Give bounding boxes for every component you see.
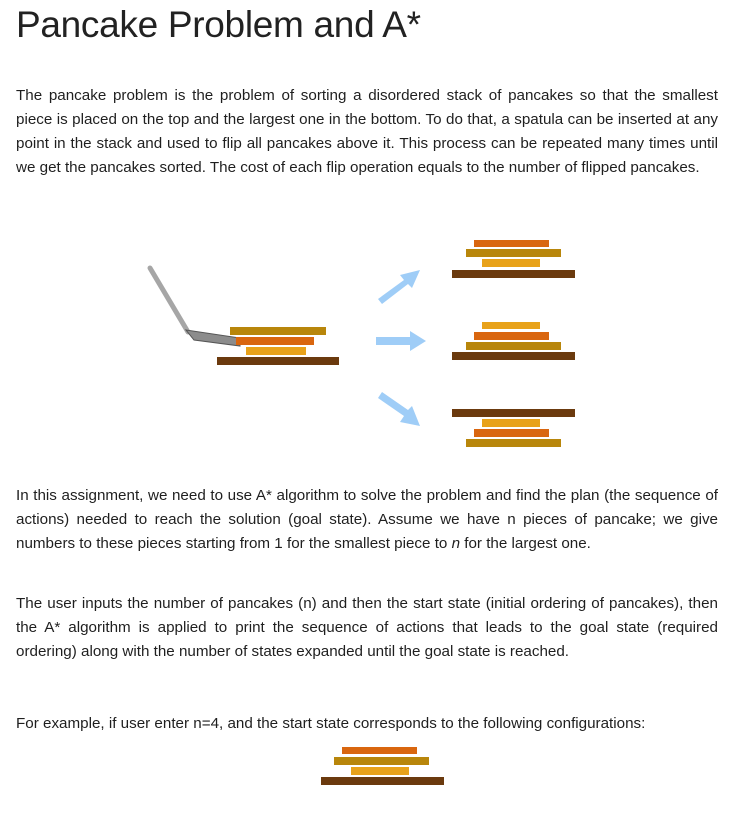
pancake-3	[466, 342, 561, 350]
result-stack-3	[452, 409, 575, 447]
pancake-3	[230, 327, 326, 335]
pancake-3	[466, 249, 561, 257]
assignment-text-part2: for the largest one.	[460, 535, 591, 552]
assignment-text	[16, 484, 718, 556]
spatula-handle	[150, 268, 188, 332]
pancake-1	[351, 767, 409, 775]
arrow-up-icon	[378, 270, 420, 304]
pancake-4	[452, 409, 575, 417]
pancake-2	[474, 240, 549, 247]
intro-text: The pancake problem is the problem of sorting a disordered stack of pancakes so that the smallest piece is placed on the top and the largest one in the bottom. To do that, a spatula can be inserted at any point in the stack and used to flip all pancakes above it. This process can be repeated many times until we get the pancakes sorted. The cost of each flip operation equals to the number of flipped pancakes.	[16, 87, 718, 176]
result-stack-1	[452, 240, 575, 278]
pancake-1	[246, 347, 306, 355]
pancake-2	[474, 332, 549, 340]
flip-illustration	[0, 220, 754, 460]
assignment-text-part1: In this assignment, we need to use A* algorithm to solve the problem and find the plan (the sequence of actions) needed to reach the solution (goal state). Assume we have n pieces of pancake; we give numbers to these pieces starting from 1 for the smallest piece to	[16, 487, 718, 552]
pancake-4	[452, 352, 575, 360]
pancake-4	[321, 777, 444, 785]
input-text: The user inputs the number of pancakes (n) and then the start state (initial ordering of pancakes), then the A* algorithm is applied to print the sequence of actions that leads to the goal state (required ordering) along with the number of states expanded until the goal state is reached.	[16, 595, 718, 660]
pancake-4	[452, 270, 575, 278]
assignment-paragraph	[16, 484, 718, 556]
pancake-4	[217, 357, 339, 365]
pancake-1	[482, 419, 540, 427]
pancake-2	[474, 429, 549, 437]
pancake-2	[236, 337, 314, 345]
input-paragraph	[16, 592, 718, 664]
pancake-1	[482, 322, 540, 329]
page-title: Pancake Problem and A*	[16, 4, 421, 45]
pancake-3	[466, 439, 561, 447]
example-start-state	[0, 740, 754, 790]
pancake-2	[342, 747, 417, 754]
start-stack	[217, 327, 339, 365]
arrow-right-icon	[376, 331, 426, 351]
example-text: For example, if user enter n=4, and the start state corresponds to the following configurations:	[16, 715, 646, 732]
example-paragraph	[16, 712, 718, 736]
pancake-1	[482, 259, 540, 267]
arrow-down-icon	[378, 392, 420, 426]
pancake-3	[334, 757, 429, 765]
result-stack-2	[452, 322, 575, 360]
intro-paragraph	[16, 84, 718, 180]
n-variable: n	[451, 535, 461, 552]
